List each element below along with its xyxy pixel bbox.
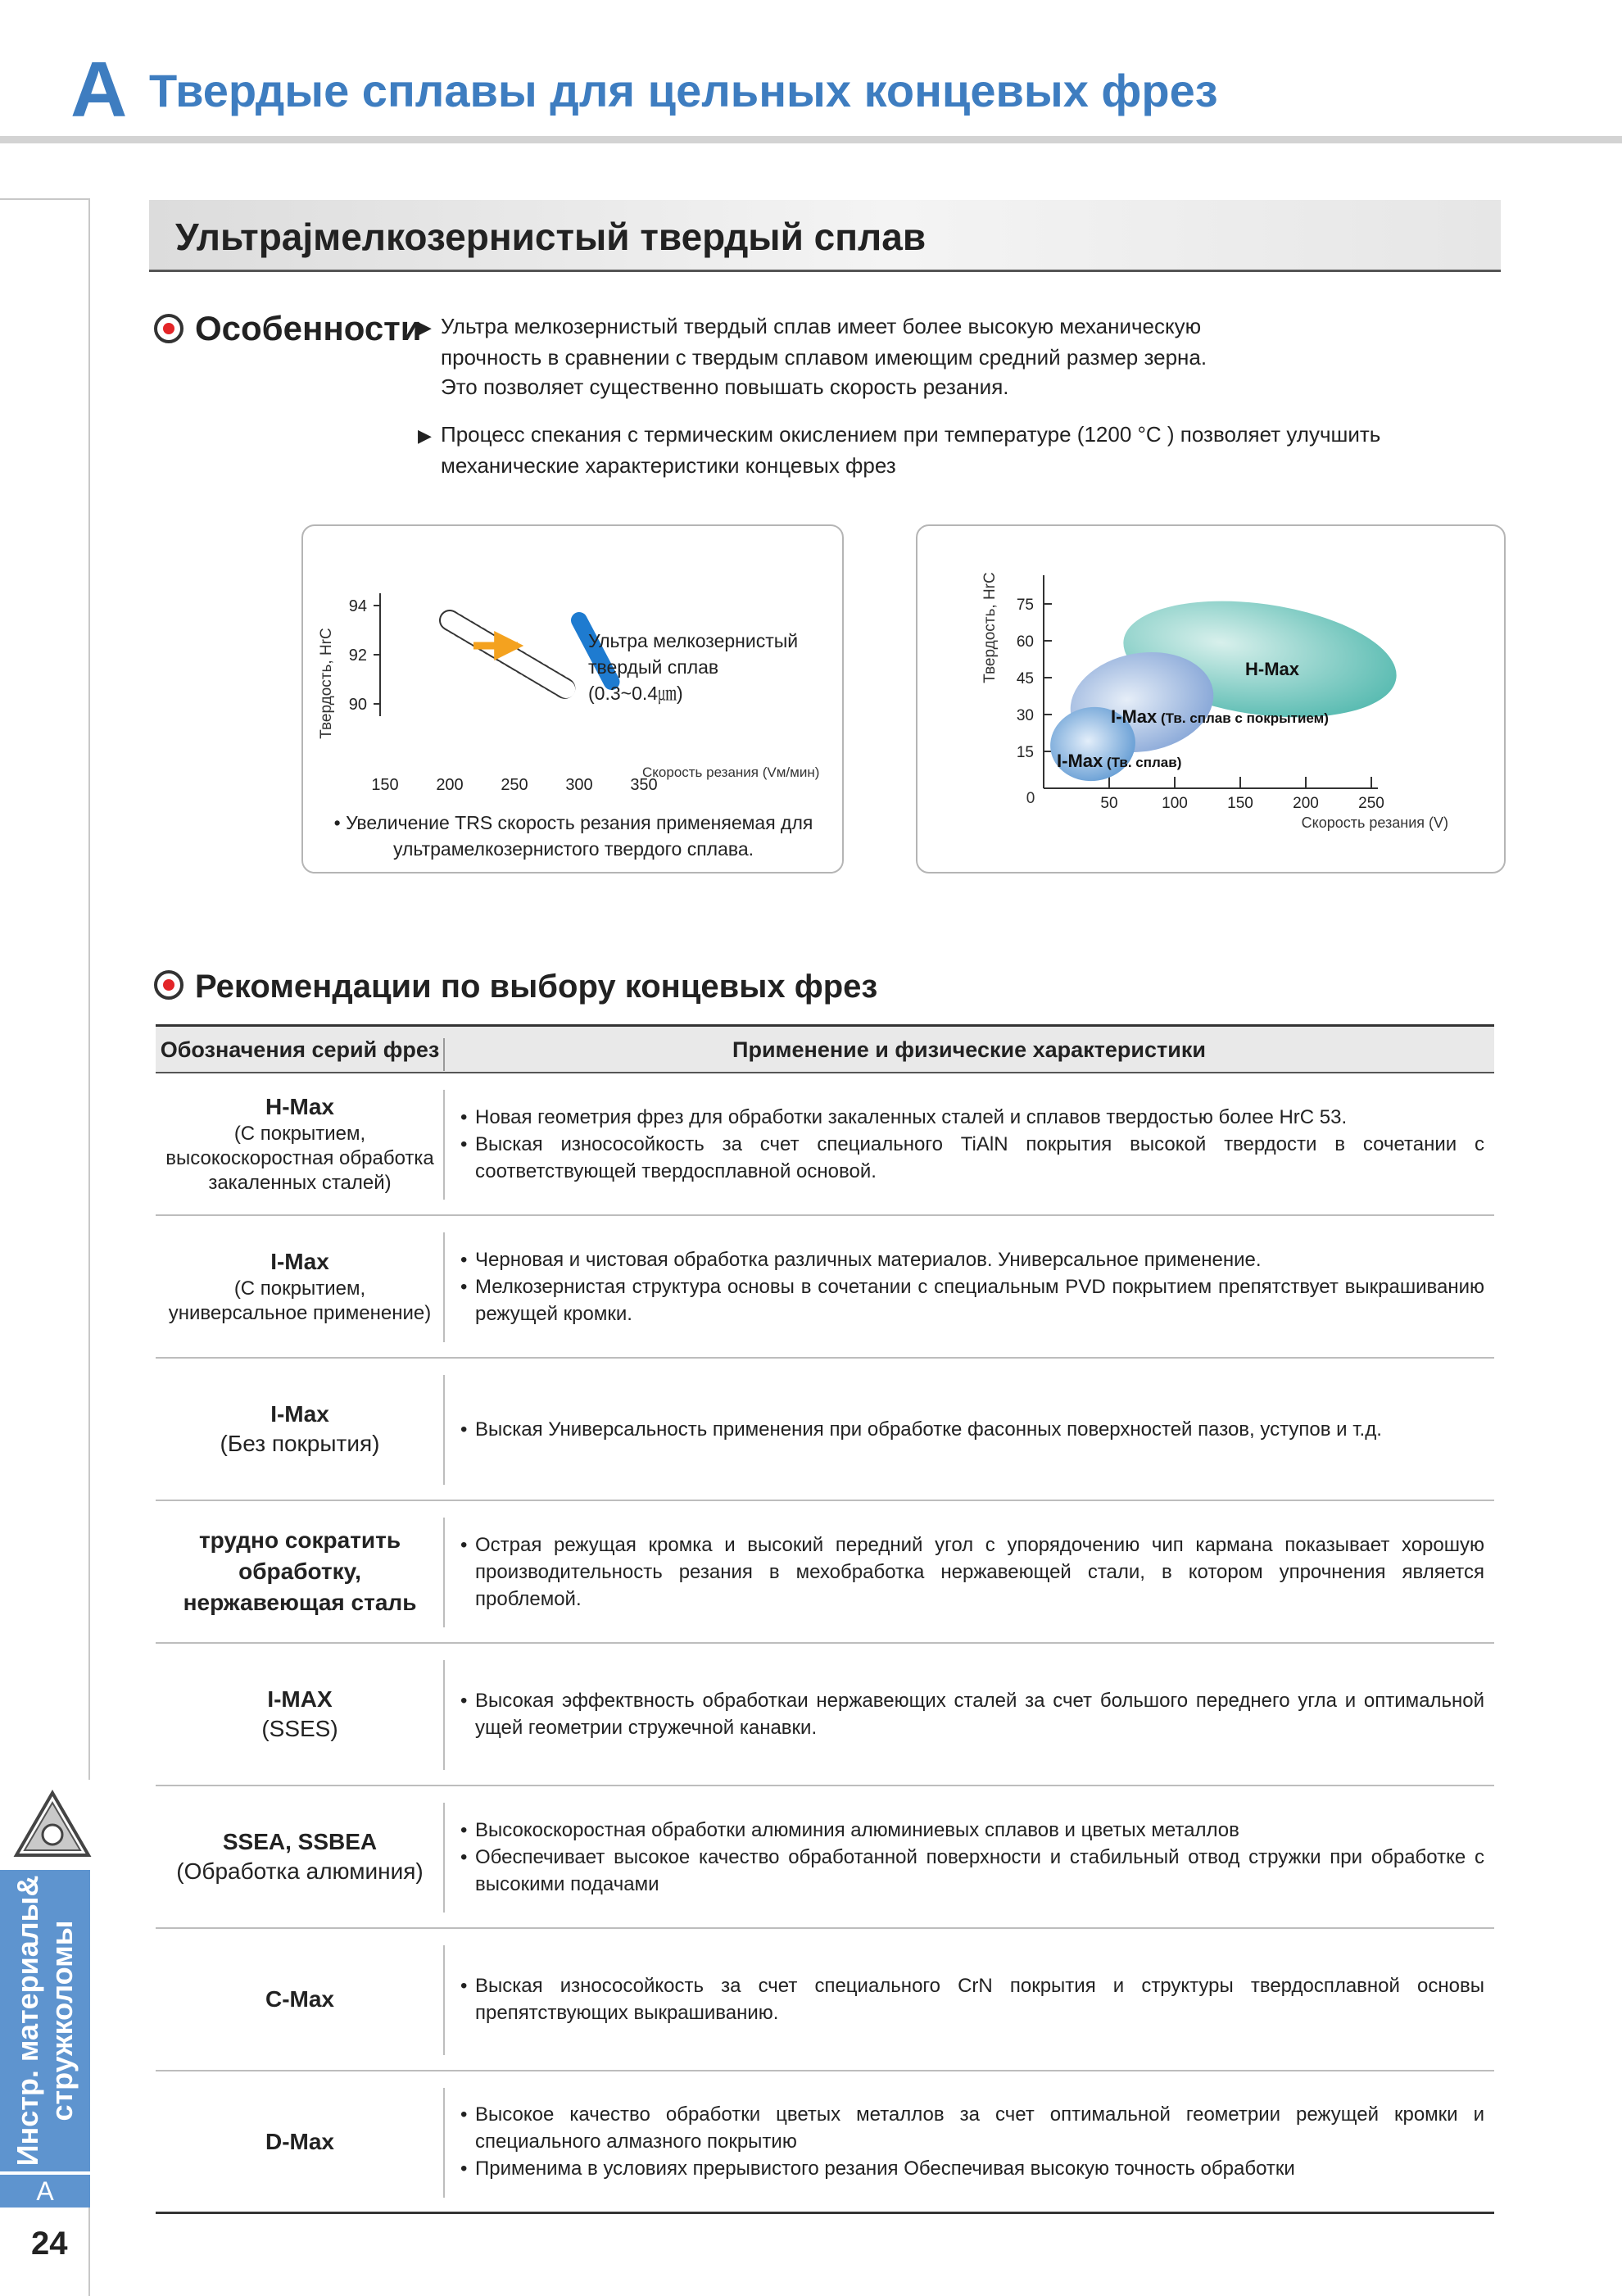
chart-hardness-speed: [916, 524, 1506, 873]
arrow-icon: ▶: [418, 317, 432, 338]
table-header: [156, 1024, 1494, 1073]
application-bullet: • Новая геометрия фрез для обработки закаленных сталей и сплавов твердостью более HrC 53.: [460, 1104, 1484, 1131]
series-desc: (SSES): [261, 1716, 338, 1741]
application-bullet: • Мелкозернистая структура основы в сочетании с специальным PVD покрытием препятствует выкрашиванию режущей кромки.: [460, 1273, 1484, 1327]
chart-1-y-tick-label: 94: [348, 597, 367, 615]
series-name: SSEA, SSBEA: [222, 1829, 378, 1854]
page-title: Твердые сплавы для цельных концевых фрез: [149, 65, 1218, 116]
application-cell: [460, 1644, 1484, 1785]
series-desc: (Без покрытия): [220, 1431, 380, 1456]
feature-line: Ультра мелкозернистый твердый сплав имеет более высокую механическую: [441, 314, 1202, 338]
series-desc: высокоскоростная обработка: [165, 1147, 434, 1169]
application-bullet: • Применима в условиях прерывистого резания Обеспечивая высокую точность обработки: [460, 2155, 1484, 2182]
feature-paragraph-2: [418, 420, 1380, 480]
application-bullet: • Обеспечивает высокое качество обработанной поверхности и стабильный отвод стружки при обработке с высокими подачами: [460, 1844, 1484, 1898]
table-row: [156, 1929, 1494, 2071]
cell-divider: [443, 1518, 445, 1627]
series-cell: [156, 1359, 444, 1500]
chart-2-region-label: I-Max (Тв. сплав): [1057, 751, 1182, 771]
series-name: I-Max: [270, 1249, 329, 1274]
chart-1-x-tick-label: 300: [565, 776, 593, 794]
chart-1-label-line: твердый сплав: [588, 656, 719, 678]
chart-1-x-tick-label: 350: [630, 776, 658, 794]
chart-1-label-line: (0.3~0.4㎛): [588, 683, 683, 704]
table-row: [156, 1216, 1494, 1359]
table-row: [156, 1644, 1494, 1786]
series-desc: универсальное применение): [168, 1302, 432, 1324]
series-name: C-Max: [265, 1986, 334, 2012]
table-row: [156, 1073, 1494, 1216]
chart-1-x-tick-label: 250: [501, 776, 528, 794]
cell-divider: [443, 1945, 445, 2055]
series-cell: [156, 1929, 444, 2070]
series-name: H-Max: [265, 1094, 334, 1119]
chart-2-origin: 0: [1026, 790, 1035, 807]
chart-2-y-label: Твердость, HrC: [981, 572, 999, 683]
chart-1-y-label: Твердость, HrC: [318, 628, 335, 739]
cell-divider: [443, 2088, 445, 2198]
side-rail: [88, 198, 90, 1780]
application-bullet: • Высокоскоростная обработки алюминия алюминиевых сплавов и цветых металлов: [460, 1817, 1484, 1844]
header-rule: [0, 136, 1622, 143]
cell-divider: [443, 1232, 445, 1342]
feature-line: прочность в сравнении с твердым сплавом имеющим средний размер зерна.: [441, 345, 1207, 370]
chart-1-x-tick-label: 200: [436, 776, 464, 794]
series-desc: закаленных сталей): [208, 1172, 392, 1194]
arrow-icon: ▶: [418, 425, 432, 446]
side-tab-line: стружколомы: [45, 1920, 79, 2121]
chart-2-region-label: I-Max (Тв. сплав с покрытием): [1111, 706, 1329, 727]
chart-1-region-dashed-fill: [450, 620, 566, 689]
series-name: обработку,: [238, 1559, 361, 1584]
application-cell: [460, 2071, 1484, 2212]
series-name: нержавеющая сталь: [183, 1590, 417, 1615]
series-name: D-Max: [265, 2128, 334, 2154]
side-tab-label: [11, 1876, 79, 2167]
section-title-bar: [149, 200, 1501, 272]
application-cell: [460, 1359, 1484, 1500]
series-cell: [156, 1644, 444, 1785]
series-desc: (С покрытием,: [233, 1123, 366, 1145]
chart-2-y-tick-label: 75: [1016, 597, 1034, 614]
chart-2-svg: [917, 526, 1507, 875]
feature-line: механические характеристики концевых фрез: [441, 453, 896, 478]
series-desc: (С покрытием,: [233, 1277, 366, 1300]
cell-divider: [443, 1375, 445, 1485]
application-cell: [460, 1073, 1484, 1214]
cell-divider: [443, 1803, 445, 1913]
side-rail-bottom: [88, 2196, 90, 2296]
series-cell: [156, 1786, 444, 1927]
series-desc: (Обработка алюминия): [176, 1858, 424, 1884]
features-heading: Особенности: [195, 309, 422, 347]
chart-1-y-tick-label: 92: [348, 647, 367, 665]
series-cell: [156, 1501, 444, 1642]
chart-1-note: [328, 810, 819, 862]
table-header-application: Применение и физические характеристики: [732, 1037, 1206, 1062]
recommendations-heading: Рекомендации по выбору концевых фрез: [195, 969, 878, 1005]
application-cell: [460, 1786, 1484, 1927]
side-tab[interactable]: [0, 1870, 90, 2171]
side-tab-letter: A: [0, 2175, 90, 2208]
chart-2-x-tick-label: 250: [1358, 795, 1384, 812]
chart-2-y-tick-label: 30: [1016, 707, 1034, 724]
side-tab-line: Инстр. материалы&: [11, 1875, 44, 2167]
section-title: Ультраjмелкозернистый твердый сплав: [175, 216, 927, 258]
chart-1-note-line: ультрамелкозернистого твердого сплава.: [392, 838, 754, 860]
series-cell: [156, 2071, 444, 2212]
chart-2-x-tick-label: 100: [1162, 795, 1188, 812]
application-bullet: • Острая режущая кромка и высокий передний угол с упорядочению чип кармана показывает хорошую производительность резания в мехобработка нержавеющей стали, в котором упрочнения является проблемой.: [460, 1531, 1484, 1613]
chart-2-x-tick-label: 50: [1100, 795, 1118, 812]
table-header-series: Обозначения серий фрез: [160, 1037, 440, 1062]
application-cell: [460, 1216, 1484, 1357]
feature-line: Это позволяет существенно повышать скорость резания.: [441, 374, 1009, 399]
series-name: I-MAX: [267, 1686, 333, 1712]
application-bullet: • Выская износосойкость за счет специального TiAlN покрытия высокой твердости в сочетании с соответствующей твердосплавной основой.: [460, 1131, 1484, 1185]
chart-2-y-tick-label: 60: [1016, 633, 1034, 651]
application-cell: [460, 1929, 1484, 2070]
page-number: 24: [31, 2226, 68, 2262]
application-bullet: • Выская износосойкость за счет специального CrN покрытия и структуры твердосплавной основы препятствующих выкрашиванию.: [460, 1972, 1484, 2026]
application-bullet: • Высокое качество обработки цветых металлов за счет оптимальной геометрии режущей кромки и специального алмазного покрытию: [460, 2101, 1484, 2155]
chart-1-y-tick-label: 90: [348, 696, 367, 714]
chart-2-y-tick-label: 15: [1016, 744, 1034, 761]
chart-hardness-trs: [301, 524, 844, 873]
chart-2-x-tick-label: 150: [1227, 795, 1253, 812]
chart-2-y-tick-label: 45: [1016, 670, 1034, 687]
recommendations-table: [156, 1024, 1494, 2214]
chart-1-x-tick-label: 150: [371, 776, 399, 794]
table-row: [156, 2071, 1494, 2214]
feature-line: Процесс спекания с термическим окислением при температуре (1200 °C ) позволяет улучшить: [441, 422, 1381, 447]
chart-2-region-label: H-Max: [1245, 659, 1300, 679]
table-row: [156, 1786, 1494, 1929]
cell-divider: [443, 1090, 445, 1200]
cell-divider: [443, 1660, 445, 1770]
chart-1-note-line: • Увеличение TRS скорость резания применяемая для: [333, 812, 813, 833]
table-row: [156, 1359, 1494, 1501]
target-icon: [154, 314, 183, 343]
application-bullet: • Черновая и чистовая обработка различных материалов. Универсальное применение.: [460, 1246, 1484, 1273]
application-bullet: • Высокая эффектвность обработкаи нержавеющих сталей за счет большого переднего угла и оптимальной ущей геометрии стружечной канавки.: [460, 1687, 1484, 1741]
feature-paragraph-1: [418, 311, 1207, 402]
chart-1-x-label: Скорость резания (Vм/мин): [642, 765, 820, 780]
series-name: I-Max: [270, 1401, 329, 1427]
series-cell: [156, 1073, 444, 1214]
series-cell: [156, 1216, 444, 1357]
chart-1-label-line: Ультра мелкозернистый: [588, 630, 799, 651]
application-bullet: • Выская Универсальность применения при обработке фасонных поверхностей пазов, уступов и т.д.: [460, 1416, 1484, 1443]
table-row: [156, 1501, 1494, 1644]
chapter-letter: A: [70, 46, 128, 134]
chart-1-label: [588, 630, 804, 705]
side-rail-top: [0, 198, 90, 200]
application-cell: [460, 1501, 1484, 1642]
target-icon: [154, 970, 183, 1000]
insert-triangle-icon: [13, 1790, 92, 1858]
chart-2-x-label: Скорость резания (V): [1301, 814, 1448, 831]
chart-2-x-tick-label: 200: [1293, 795, 1319, 812]
series-name: трудно сократить: [198, 1527, 401, 1553]
